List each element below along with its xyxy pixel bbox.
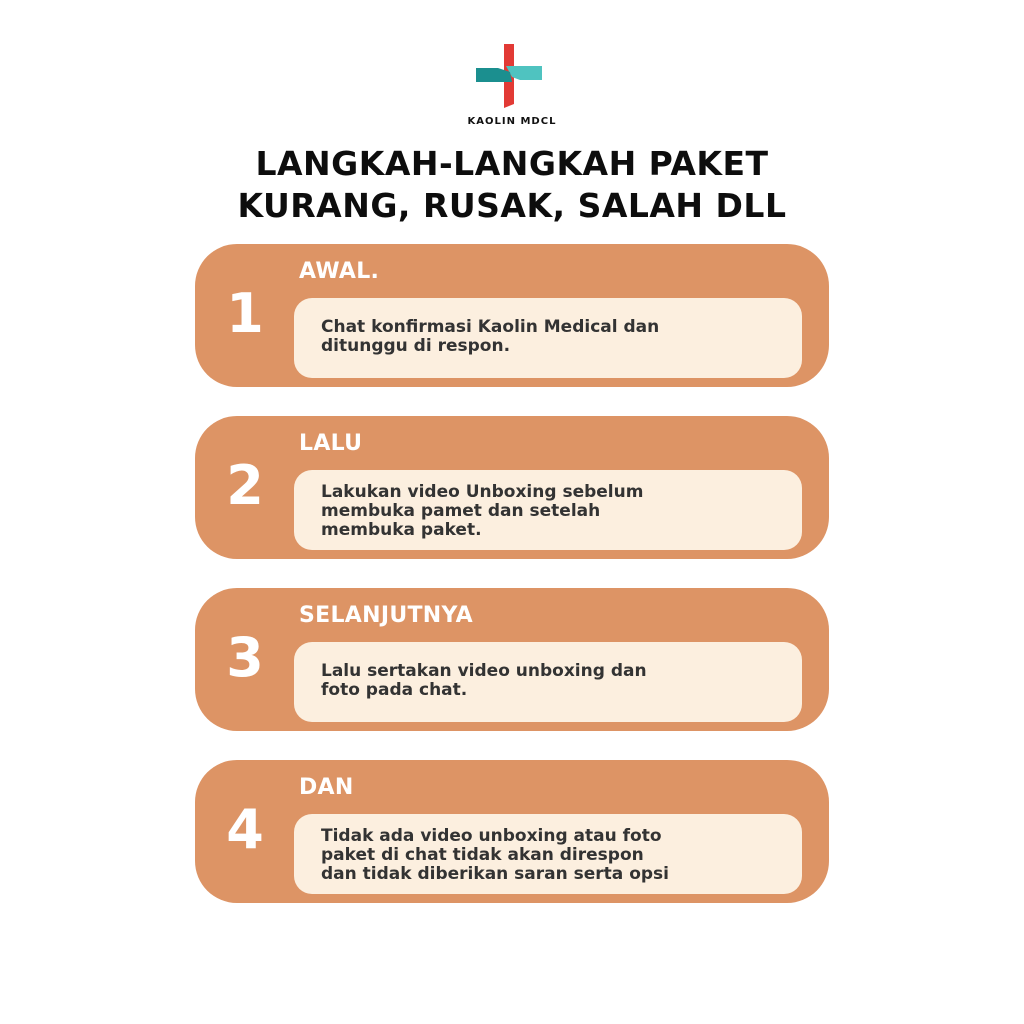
step-description: Lalu sertakan video unboxing dan foto pada chat. — [321, 661, 647, 700]
step-number: 2 — [226, 454, 264, 517]
page-title-line-2: KURANG, RUSAK, SALAH DLL — [237, 186, 787, 225]
step-card-4 — [195, 760, 829, 903]
brand-name: KAOLIN MDCL — [467, 116, 557, 127]
step-description: Tidak ada video unboxing atau foto paket di chat tidak akan direspon dan tidak diberikan saran serta opsi — [321, 826, 669, 884]
step-card-2 — [195, 416, 829, 559]
step-heading: SELANJUTNYA — [299, 603, 473, 628]
step-description-box — [294, 814, 802, 894]
step-card-1 — [195, 244, 829, 387]
kaolin-medical-logo-icon — [476, 44, 542, 108]
step-description: Chat konfirmasi Kaolin Medical dan ditunggu di respon. — [321, 317, 660, 356]
step-heading: LALU — [299, 431, 363, 456]
page-title — [0, 143, 1024, 227]
step-description-box — [294, 642, 802, 722]
step-card-3 — [195, 588, 829, 731]
step-number: 3 — [226, 626, 264, 689]
step-heading: DAN — [299, 775, 354, 800]
step-number: 4 — [226, 798, 264, 861]
step-description-box — [294, 298, 802, 378]
page-title-line-1: LANGKAH-LANGKAH PAKET — [255, 144, 769, 183]
step-description: Lakukan video Unboxing sebelum membuka pamet dan setelah membuka paket. — [321, 482, 644, 540]
step-description-box — [294, 470, 802, 550]
step-number: 1 — [226, 282, 264, 345]
step-heading: AWAL. — [299, 259, 380, 284]
